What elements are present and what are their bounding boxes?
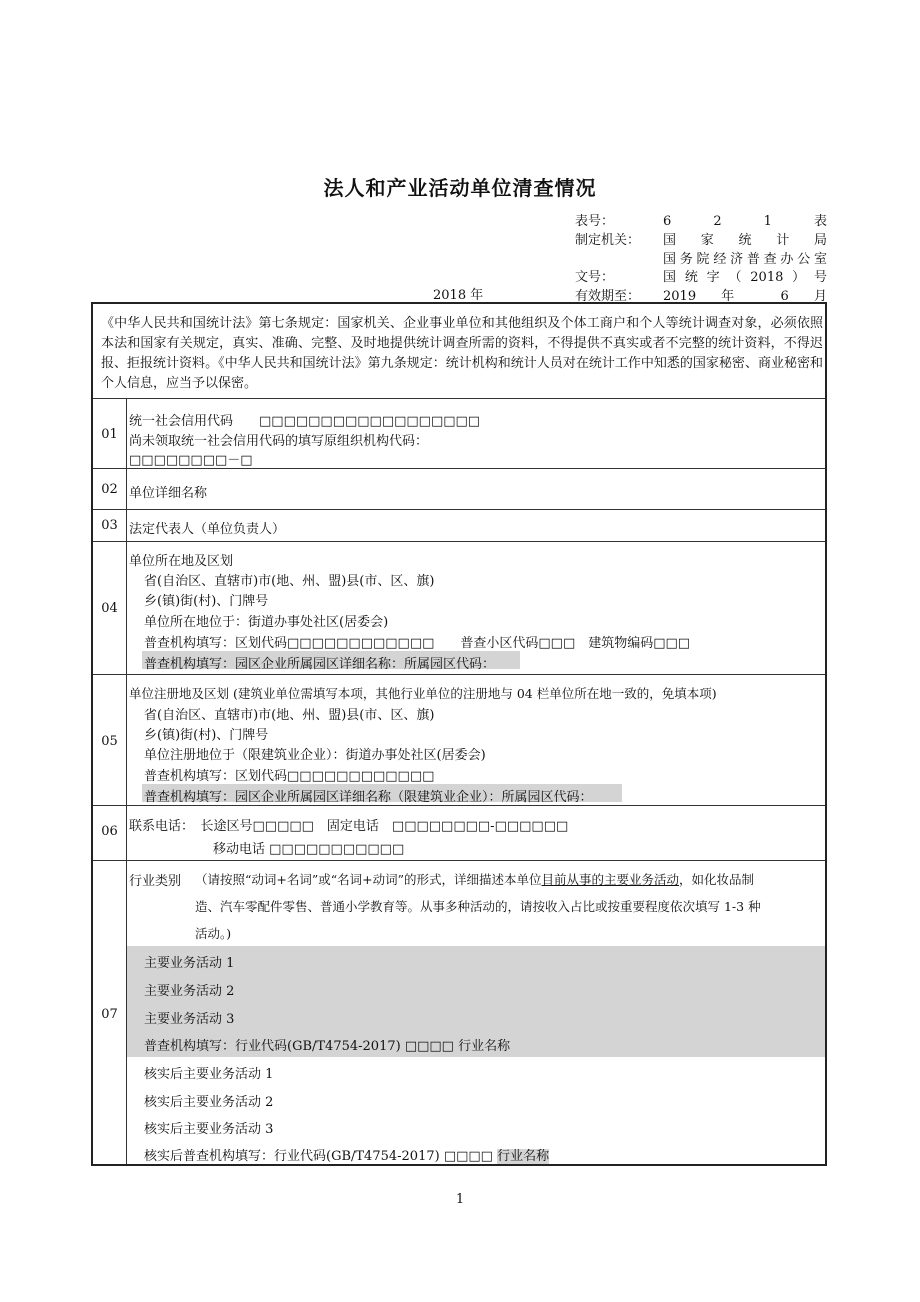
reg-subdistrict-field[interactable]: 单位注册地位于（限建筑业企业）：街道办事处社区(居委会)	[144, 748, 486, 763]
row-number: 04	[101, 601, 118, 616]
form-table	[91, 302, 827, 1166]
row-divider	[93, 541, 825, 542]
row-number: 02	[101, 482, 118, 497]
main-activity-1-field[interactable]: 主要业务活动 1	[144, 956, 235, 971]
row-divider	[93, 674, 825, 675]
reg-town-street-field[interactable]: 乡(镇)街(村)、门牌号	[144, 728, 269, 743]
mobile-field[interactable]: 移动电话 □□□□□□□□□□□	[213, 842, 405, 857]
phone-field[interactable]: 联系电话： 长途区号□□□□□ 固定电话 □□□□□□□□-□□□□□□	[129, 819, 569, 834]
main-activity-2-field[interactable]: 主要业务活动 2	[144, 984, 235, 999]
law-notice: 《中华人民共和国统计法》第七条规定：国家机关、企业事业单位和其他组织及个体工商户和个人等统计调查对象，必须依照本法和国家有关规定，真实、准确、完整、及时地提供统计调查所需的资料，不得提供不真实或者不完整的统计资料，不得迟报、拒报统计资料。《中华人民共和国统计法》第九条规定：统计机构和统计人员对在统计工作中知悉的国家秘密、商业秘密和个人信息，应当予以保密。	[101, 316, 823, 391]
form-year: 2018 年	[433, 288, 484, 303]
org-code-field[interactable]: □□□□□□□□－□	[129, 453, 253, 468]
reg-park-name-field[interactable]: 普查机构填写：园区企业所属园区详细名称（限建筑业企业）：所属园区代码：	[144, 790, 593, 805]
legal-rep-field[interactable]: 法定代表人（单位负责人）	[129, 522, 286, 537]
verified-industry-code-field[interactable]: 核实后普查机构填写：行业代码(GB/T4754-2017) □□□□ 行业名称	[144, 1149, 550, 1164]
verified-activity-3-field[interactable]: 核实后主要业务活动 3	[144, 1122, 274, 1137]
row-divider	[93, 468, 825, 469]
row-divider	[93, 805, 825, 806]
verified-activity-1-field[interactable]: 核实后主要业务活动 1	[144, 1067, 274, 1082]
reg-division-code-field[interactable]: 普查机构填写：区划代码□□□□□□□□□□□□	[144, 769, 435, 784]
province-city-county-field[interactable]: 省(自治区、直辖市)市(地、州、盟)县(市、区、旗)	[144, 574, 435, 589]
org-code-label: 尚未领取统一社会信用代码的填写原组织机构代码：	[129, 434, 429, 449]
verified-activity-2-field[interactable]: 核实后主要业务活动 2	[144, 1095, 274, 1110]
form-title: 法人和产业活动单位清查情况	[323, 176, 597, 200]
row-number: 01	[101, 427, 118, 442]
row-number: 07	[101, 1007, 118, 1022]
credit-code-field[interactable]: 统一社会信用代码 □□□□□□□□□□□□□□□□□□	[129, 414, 481, 429]
subdistrict-field[interactable]: 单位所在地位于：街道办事处社区(居委会)	[144, 615, 389, 630]
main-activity-3-field[interactable]: 主要业务活动 3	[144, 1012, 235, 1027]
unit-name-field[interactable]: 单位详细名称	[129, 486, 208, 501]
row-number: 05	[101, 734, 118, 749]
division-code-field[interactable]: 普查机构填写：区划代码□□□□□□□□□□□□ 普查小区代码□□□ 建筑物编码□□□	[144, 636, 691, 651]
row-divider	[93, 860, 825, 861]
industry-instruction-2: 造、汽车零配件零售、普通小学教育等。从事多种活动的，请按收入占比或按重要程度依次填写 1-3 种	[195, 899, 761, 914]
row-number: 06	[101, 824, 118, 839]
industry-label: 行业类别	[129, 874, 182, 889]
industry-instruction-3: 活动。)	[195, 926, 232, 941]
row-divider	[93, 509, 825, 510]
industry-instruction-1: （请按照“动词+名词”或“名词+动词”的形式，详细描述本单位目前从事的主要业务活动，如化妆品制	[195, 872, 755, 887]
town-street-field[interactable]: 乡(镇)街(村)、门牌号	[144, 594, 269, 609]
industry-code-field[interactable]: 普查机构填写：行业代码(GB/T4754-2017) □□□□ 行业名称	[144, 1039, 511, 1054]
row-divider	[93, 398, 825, 399]
reg-province-city-county-field[interactable]: 省(自治区、直辖市)市(地、州、盟)县(市、区、旗)	[144, 708, 435, 723]
location-label: 单位所在地及区划	[129, 554, 234, 569]
registration-label: 单位注册地及区划 (建筑业单位需填写本项，其他行业单位的注册地与 04 栏单位所在地一致的，免填本项)	[129, 686, 717, 701]
park-name-field[interactable]: 普查机构填写：园区企业所属园区详细名称：所属园区代码：	[144, 657, 496, 672]
page-number: 1	[455, 1192, 465, 1207]
row-number: 03	[101, 518, 118, 533]
